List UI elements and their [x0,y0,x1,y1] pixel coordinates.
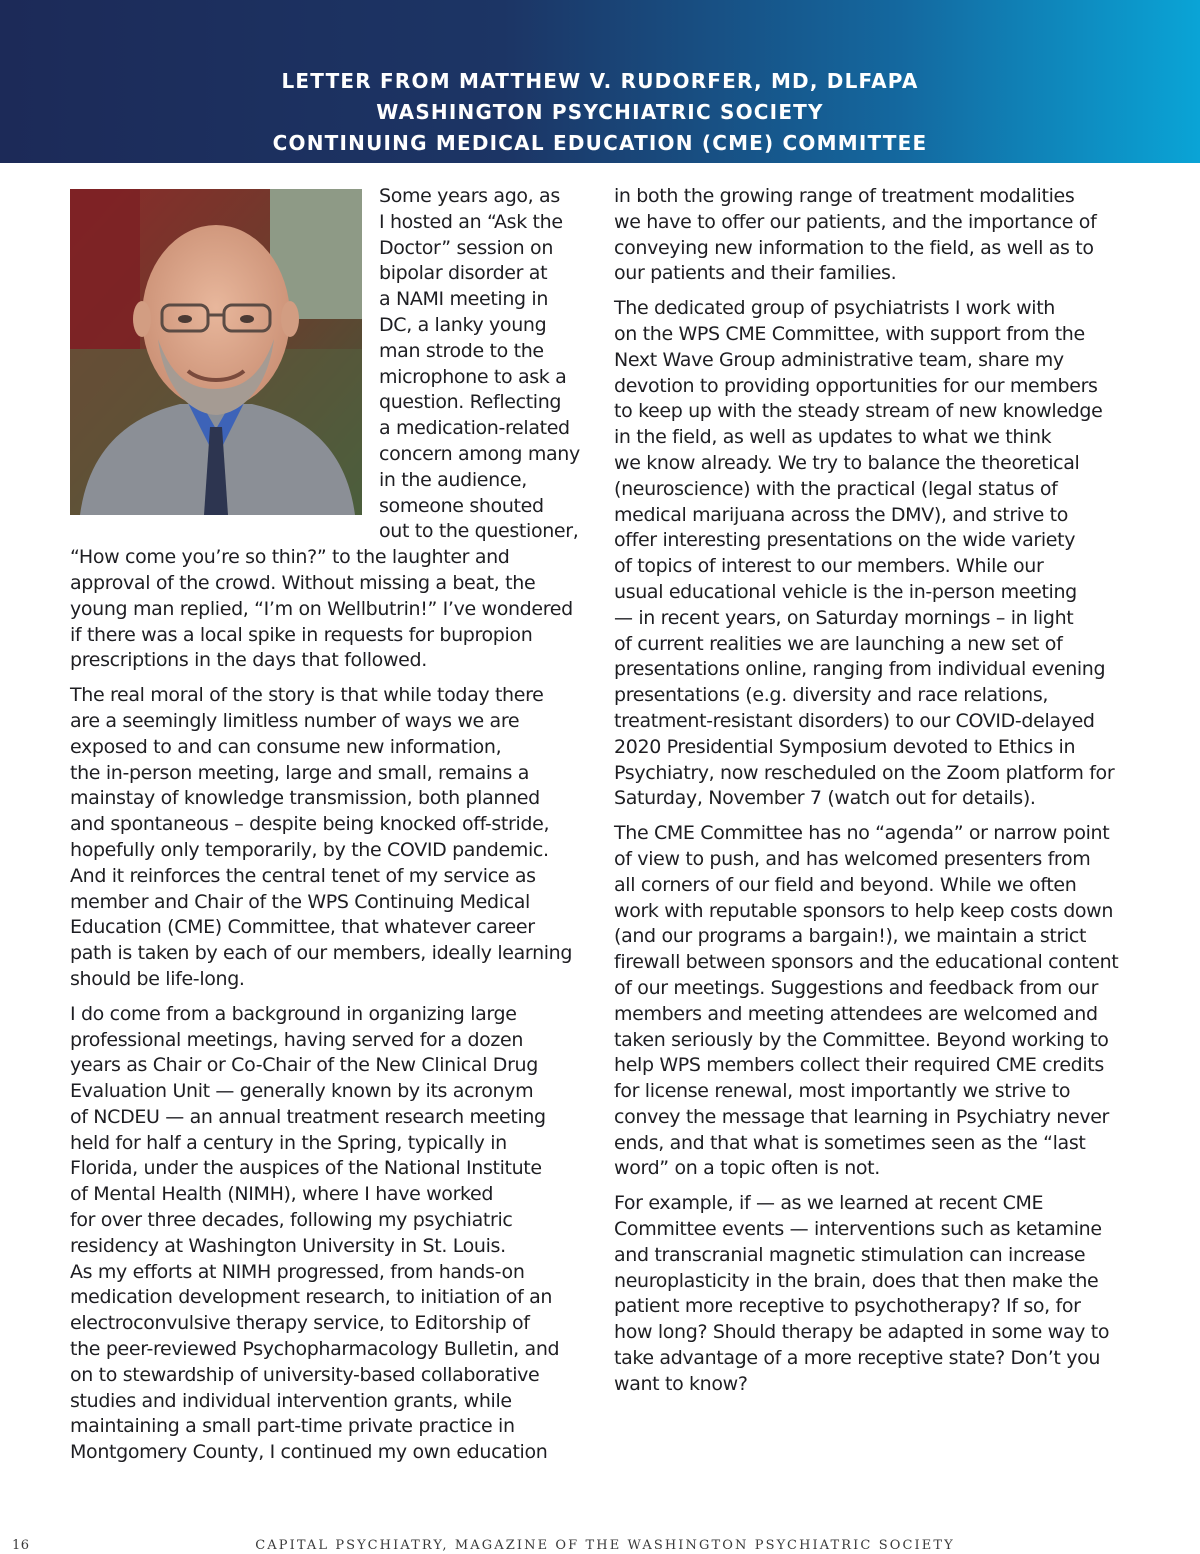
text-line: hopefully only temporarily, by the COVID pandemic. [70,838,549,861]
text-line: neuroplasticity in the brain, does that then make the [614,1269,1099,1292]
text-line: if there was a local spike in requests for bupropion [70,623,533,646]
text-line: devotion to providing opportunities for our members [614,374,1098,397]
left-column [70,184,590,1475]
text-line: “How come you’re so thin?” to the laughter and [70,546,510,569]
text-line: path is taken by each of our members, ideally learning [70,942,573,965]
page-footer [0,1538,1200,1554]
text-line: someone shouted [379,494,544,517]
text-line: help WPS members collect their required CME credits [614,1054,1104,1077]
paragraph [614,1191,1134,1397]
text-line: 2020 Presidential Symposium devoted to Ethics in [614,735,1076,758]
text-line: for license renewal, most importantly we strive to [614,1080,1071,1103]
text-line: members and meeting attendees are welcomed and [614,1002,1098,1025]
text-line: Education (CME) Committee, that whatever career [70,916,535,939]
header-title-line3: CONTINUING MEDICAL EDUCATION (CME) COMMITTEE [272,131,928,155]
text-line: Saturday, November 7 (watch out for details). [614,787,1036,810]
text-line: Psychiatry, now rescheduled on the Zoom platform for [614,761,1115,784]
text-line: Montgomery County, I continued my own education [70,1441,548,1464]
text-line: want to know? [614,1372,748,1395]
text-line: offer interesting presentations on the wide variety [614,529,1076,552]
text-line: patient more receptive to psychotherapy? If so, for [614,1295,1081,1318]
intro-text [379,184,580,545]
photo-wrap [70,184,590,545]
text-line: microphone to ask a [379,365,567,388]
text-line: Committee events — interventions such as ketamine [614,1218,1102,1241]
text-line: The dedicated group of psychiatrists I work with [614,297,1055,320]
text-line: all corners of our field and beyond. While we often [614,873,1077,896]
text-line: ends, and that what is sometimes seen as the “last [614,1131,1086,1154]
text-line: Next Wave Group administrative team, share my [614,348,1064,371]
text-line: member and Chair of the WPS Continuing Medical [70,890,530,913]
text-line: of topics of interest to our members. While our [614,555,1044,578]
text-line: I do come from a background in organizing large [70,1002,517,1025]
text-line: maintaining a small part-time private practice in [70,1415,515,1438]
text-line: professional meetings, having served for a dozen [70,1028,524,1051]
text-line: approval of the crowd. Without missing a beat, the [70,571,536,594]
text-line: As my efforts at NIMH progressed, from hands-on [70,1260,525,1283]
text-line: mainstay of knowledge transmission, both planned [70,787,540,810]
right-column [614,184,1134,1407]
page-number: 16 [12,1538,30,1553]
text-line: take advantage of a more receptive state? Don’t you [614,1347,1101,1370]
text-line: of our meetings. Suggestions and feedback from our [614,976,1099,999]
paragraph [614,821,1134,1182]
text-line: The real moral of the story is that while today there [70,684,544,707]
text-line: (and our programs a bargain!), we maintain a strict [614,925,1087,948]
text-line: for over three decades, following my psychiatric [70,1209,513,1232]
text-line: presentations (e.g. diversity and race relations, [614,684,1049,707]
text-line: exposed to and can consume new information, [70,735,502,758]
paragraph [70,545,590,674]
text-line: a medication-related [379,417,570,440]
text-line: and spontaneous – despite being knocked off-stride, [70,813,550,836]
text-line: are a seemingly limitless number of ways we are [70,709,520,732]
text-line: and transcranial magnetic stimulation can increase [614,1243,1086,1266]
text-line: prescriptions in the days that followed. [70,649,427,672]
text-line: in the audience, [379,468,527,491]
text-line: Evaluation Unit — generally known by its acronym [70,1080,534,1103]
text-line: bipolar disorder at [379,262,548,285]
text-line: — in recent years, on Saturday mornings – in light [614,606,1074,629]
text-line: the peer-reviewed Psychopharmacology Bulletin, and [70,1338,560,1361]
text-line: to keep up with the steady stream of new knowledge [614,400,1103,423]
text-line: work with reputable sponsors to help keep costs down [614,899,1114,922]
text-line: a NAMI meeting in [379,288,549,311]
text-line: taken seriously by the Committee. Beyond working to [614,1028,1109,1051]
text-line: word” on a topic often is not. [614,1157,880,1180]
header-title-line1: LETTER FROM MATTHEW V. RUDORFER, MD, DLFAPA [281,69,919,93]
text-line: (neuroscience) with the practical (legal status of [614,477,1058,500]
header-title-line2: WASHINGTON PSYCHIATRIC SOCIETY [376,100,824,124]
text-line: And it reinforces the central tenet of my service as [70,864,536,887]
text-line: on to stewardship of university-based collaborative [70,1363,540,1386]
text-line: years as Chair or Co-Chair of the New Clinical Drug [70,1054,538,1077]
paragraph [614,296,1134,812]
text-line: The CME Committee has no “agenda” or narrow point [614,822,1110,845]
text-line: the in-person meeting, large and small, remains a [70,761,530,784]
text-line: young man replied, “I’m on Wellbutrin!” I’ve wondered [70,597,573,620]
text-line: usual educational vehicle is the in-person meeting [614,580,1077,603]
text-line: man strode to the [379,339,544,362]
text-line: studies and individual intervention grants, while [70,1389,512,1412]
text-line: concern among many [379,442,580,465]
text-line: out to the questioner, [379,520,579,543]
text-line: held for half a century in the Spring, typically in [70,1131,507,1154]
author-portrait-image [70,189,362,515]
text-line: our patients and their families. [614,262,897,285]
text-line: treatment-resistant disorders) to our COVID-delayed [614,709,1095,732]
text-line: residency at Washington University in St. Louis. [70,1234,506,1257]
text-line: on the WPS CME Committee, with support from the [614,322,1085,345]
text-line: DC, a lanky young [379,313,547,336]
text-line: of Mental Health (NIMH), where I have worked [70,1183,494,1206]
text-line: question. Reflecting [379,391,562,414]
text-line: firewall between sponsors and the educational content [614,951,1119,974]
paragraph [70,1002,590,1466]
text-line: Doctor” session on [379,236,554,259]
text-line: of current realities we are launching a new set of [614,632,1063,655]
magazine-title: CAPITAL PSYCHIATRY, MAGAZINE OF THE WASHINGTON PSYCHIATRIC SOCIETY [255,1538,955,1553]
text-line: of view to push, and has welcomed presenters from [614,847,1091,870]
text-line: electroconvulsive therapy service, to Editorship of [70,1312,530,1335]
text-line: how long? Should therapy be adapted in some way to [614,1321,1110,1344]
paragraph [70,683,590,993]
text-line: Some years ago, as [379,185,560,207]
paragraph [614,184,1134,287]
text-line: I hosted an “Ask the [379,210,563,233]
article-header [0,0,1200,163]
text-line: in both the growing range of treatment modalities [614,185,1075,207]
text-line: of NCDEU — an annual treatment research meeting [70,1105,546,1128]
text-line: convey the message that learning in Psychiatry never [614,1105,1110,1128]
text-line: conveying new information to the field, as well as to [614,236,1094,259]
text-line: we know already. We try to balance the theoretical [614,451,1080,474]
text-line: in the field, as well as updates to what we think [614,426,1052,449]
text-line: presentations online, ranging from individual evening [614,658,1106,681]
text-line: For example, if — as we learned at recent CME [614,1192,1044,1215]
text-line: medical marijuana across the DMV), and strive to [614,503,1069,526]
author-photo [70,189,362,515]
text-line: Florida, under the auspices of the National Institute [70,1157,542,1180]
text-line: should be life-long. [70,967,245,990]
text-line: medication development research, to initiation of an [70,1286,553,1309]
text-line: we have to offer our patients, and the importance of [614,210,1097,233]
